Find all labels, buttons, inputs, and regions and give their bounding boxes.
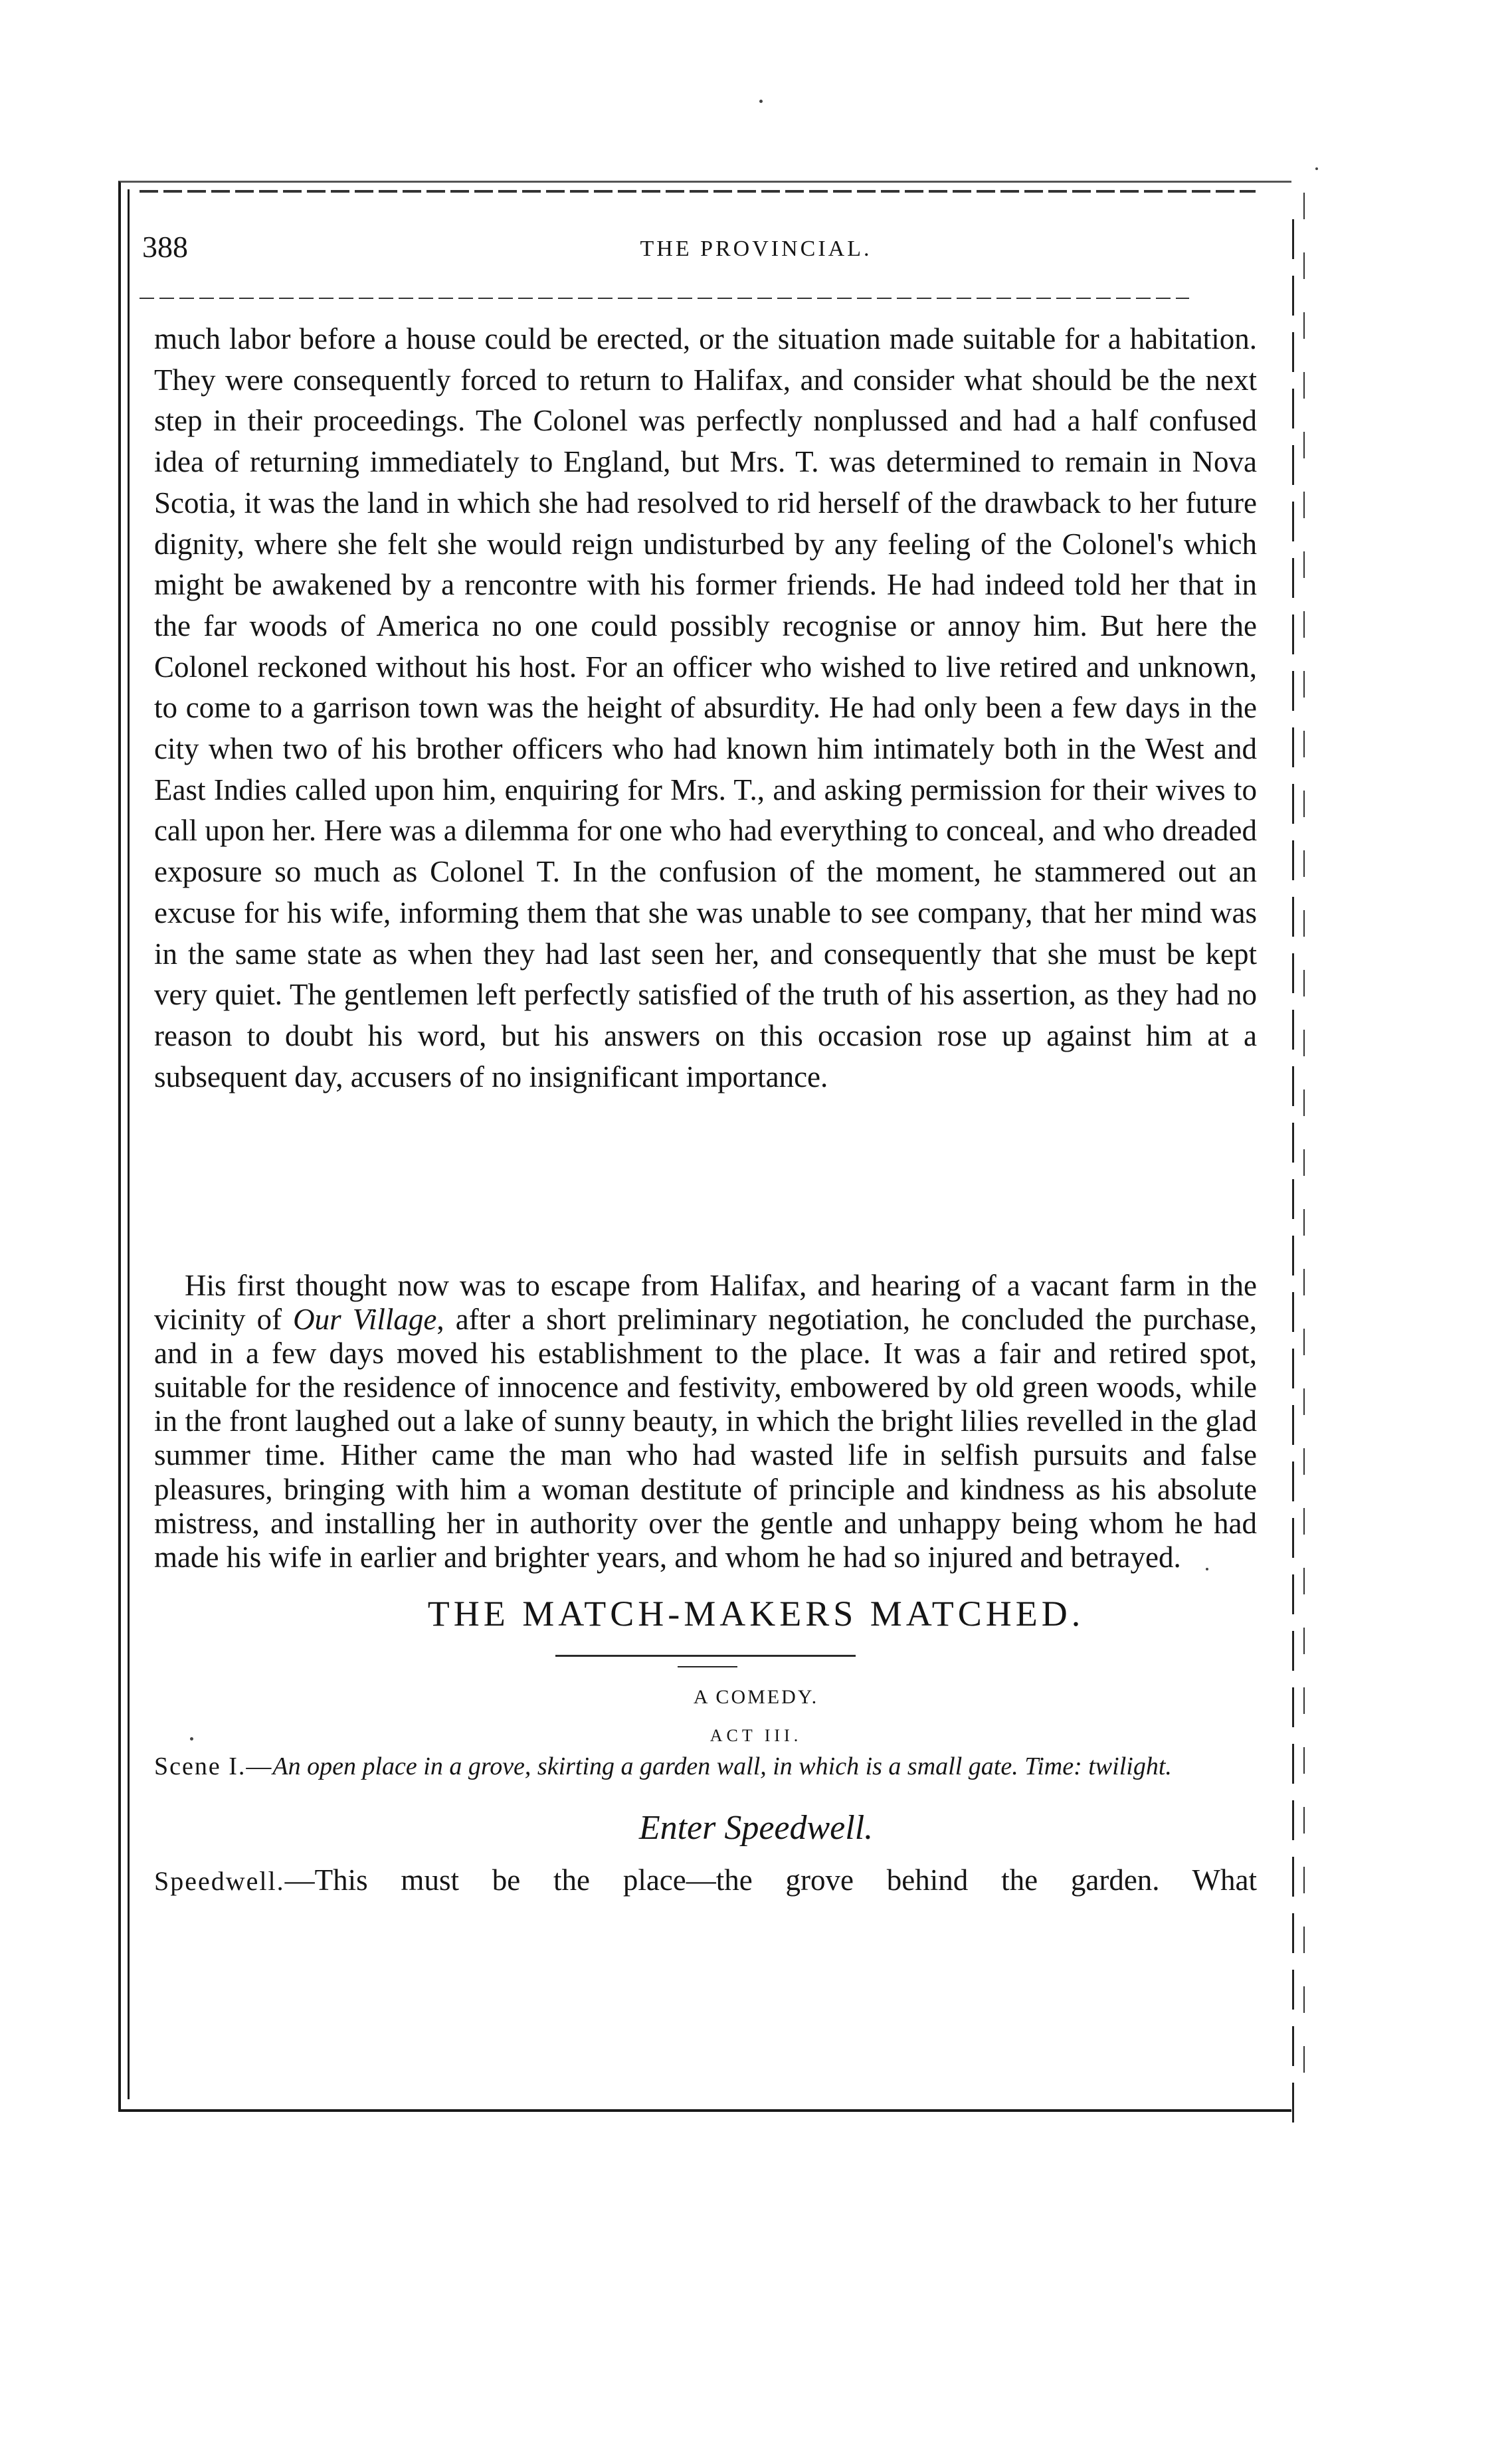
page-number: 388 bbox=[142, 230, 188, 264]
dialogue-text: —This must be the place—the grove behind the garden. What bbox=[284, 1863, 1257, 1897]
paragraph-2-text-start: His first thought now was to escape from Halifax, and hearing of a vacant farm in the vicinity of bbox=[154, 1269, 1257, 1337]
paragraph-2-text-end: , after a short preliminary negotiation, he concluded the purchase, and in a few days moved his establishment to the place. It was a fair and retired spot, suitable for the residence of innocence and festivity, embowered by old green woods, while in the front laughed out a lake of sunny beauty, in which the bright lilies revelled in the glad summer time. Hither came the man who had wasted life in selfish pursuits and false pleasures, bringing with him a woman destitute of principle and kindness as his absolute mistress, and installing her in authority over the gentle and unhappy being whom he had made his wife in earlier and brighter years, and whom he had so injured and betrayed. bbox=[154, 1303, 1258, 1574]
play-subtitle: A COMEDY. bbox=[693, 1686, 819, 1708]
scene-description bbox=[154, 1752, 1257, 1780]
article-paragraph-2 bbox=[154, 1269, 1257, 1574]
header-rule bbox=[140, 298, 1189, 299]
paragraph-2-italic-place: Our Village bbox=[293, 1303, 437, 1337]
act-heading: ACT III. bbox=[709, 1726, 803, 1745]
dialogue-line bbox=[154, 1860, 1257, 1901]
stage-direction: Enter Speedwell. bbox=[638, 1809, 874, 1847]
print-speck bbox=[1315, 167, 1318, 170]
print-speck bbox=[190, 1737, 193, 1741]
article-paragraph-1: much labor before a house could be erected, or the situation made suitable for a habitation. They were consequently forced to return to Halifax, and consider what should be the next step in their proceedings. The Colonel was perfectly nonplussed and had a half confused idea of returning immediately to England, but Mrs. T. was determined to remain in Nova Scotia, it was the land in which she had resolved to rid herself of the drawback to her future dignity, where she felt she would reign undisturbed by any feeling of the Colonel's which might be awakened by a rencontre with his former friends. He had indeed told her that in the far woods of America no one could possibly recognise or annoy him. But here the Colonel reckoned without his host. For an officer who wished to live retired and unknown, to come to a garrison town was the height of absurdity. He had only been a few days in the city when two of his brother officers who had known him intimately both in the West and East Indies called upon him, enquiring for Mrs. T., and asking permission for their wives to call upon her. Here was a dilemma for one who had everything to conceal, and who dreaded exposure so much as Colonel T. In the confusion of the moment, he stammered out an excuse for his wife, informing them that she was unable to see company, that her mind was in the same state as when they had last seen her, and consequently that she must be kept very quiet. The gentlemen left perfectly satisfied of the truth of his assertion, as they had no reason to doubt his word, but his answers on this occasion rose up against him at a subsequent day, accusers of no insignificant importance. bbox=[154, 322, 1257, 1093]
top-border-rule bbox=[140, 190, 1256, 193]
print-speck bbox=[759, 100, 763, 103]
speaker-name: Speedwell. bbox=[154, 1866, 285, 1896]
section-divider bbox=[555, 1655, 856, 1657]
title-rule bbox=[678, 1666, 737, 1667]
running-head: THE PROVINCIAL. bbox=[640, 236, 872, 261]
scene-label: Scene I.— bbox=[154, 1752, 273, 1780]
print-speck bbox=[1206, 1568, 1208, 1570]
scene-text: An open place in a grove, skirting a garden wall, in which is a small gate. Time: twilight. bbox=[272, 1752, 1172, 1780]
play-title: THE MATCH-MAKERS MATCHED. bbox=[427, 1594, 1085, 1634]
